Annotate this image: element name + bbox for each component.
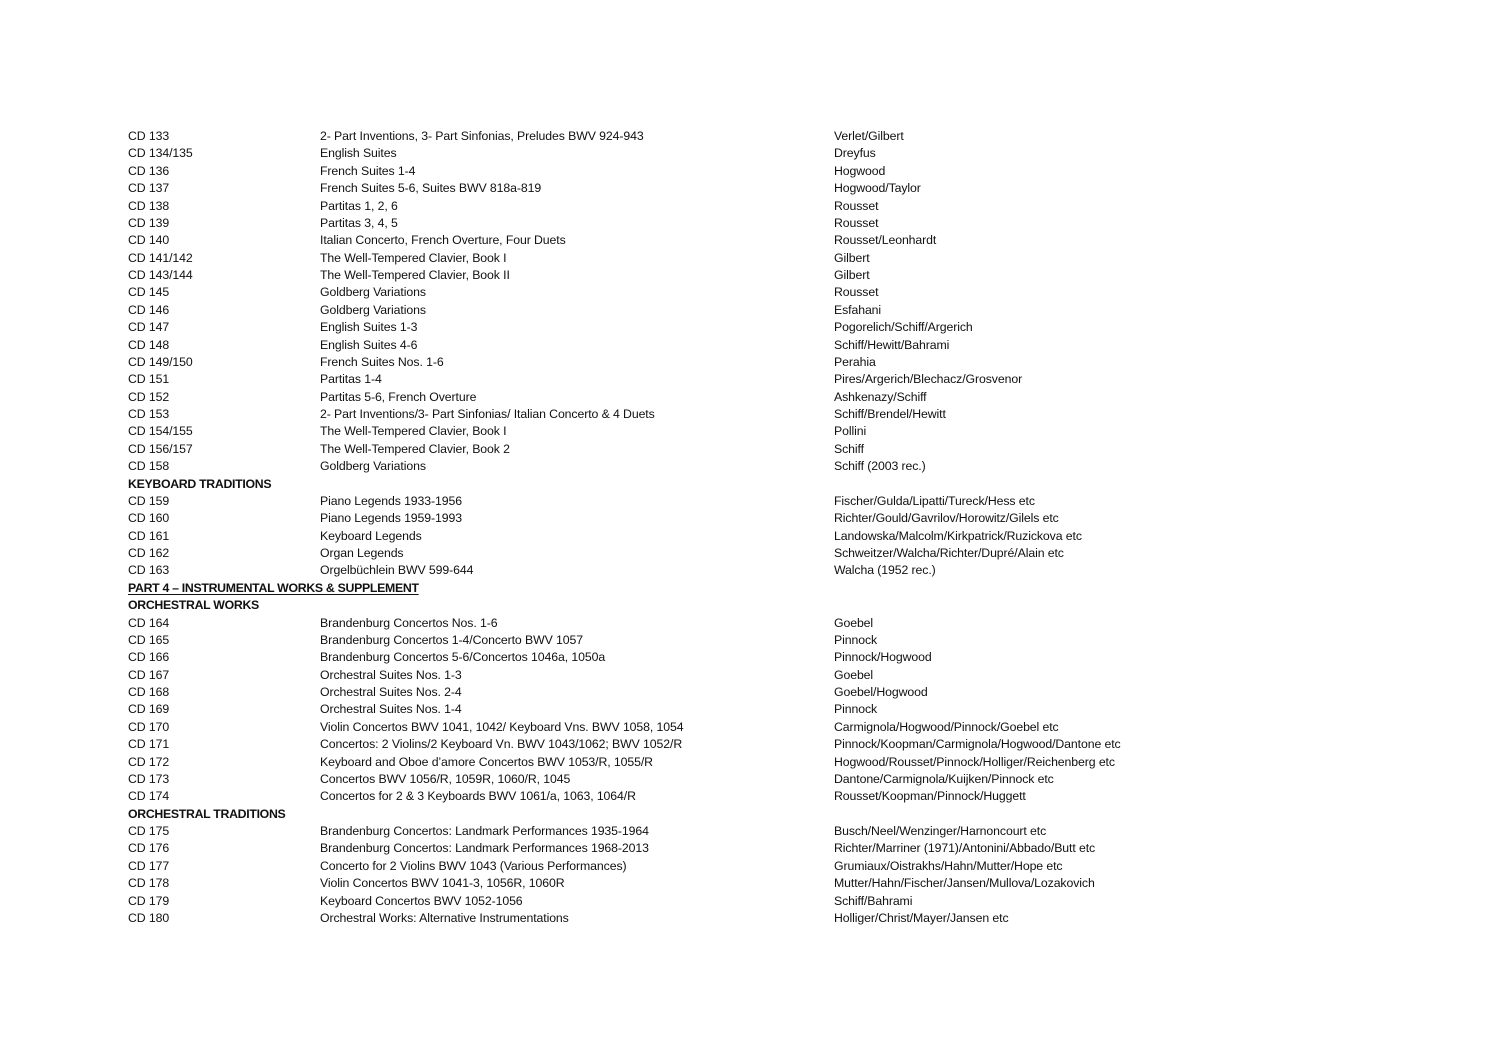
list-item: [128, 337, 1368, 354]
work-title: French Suites 1-4: [320, 163, 416, 178]
list-item: [128, 858, 1368, 875]
performer-names: Fischer/Gulda/Lipatti/Tureck/Hess etc: [834, 493, 1035, 508]
work-title: English Suites: [320, 146, 397, 161]
cd-track-listing: [128, 128, 1368, 927]
list-item: [128, 284, 1368, 301]
cd-number: CD 134/135: [128, 146, 193, 161]
cd-number: CD 162: [128, 546, 170, 560]
performer-names: Verlet/Gilbert: [834, 129, 904, 143]
work-title: Partitas 1-4: [320, 372, 382, 387]
cd-number: CD 145: [128, 285, 170, 300]
work-title: Brandenburg Concertos: Landmark Performances 1935-1964: [320, 824, 649, 838]
performer-names: Pires/Argerich/Blechacz/Grosvenor: [834, 372, 1023, 387]
work-title: Concertos BWV 1056/R, 1059R, 1060/R, 1045: [320, 771, 571, 786]
performer-names: Hogwood: [834, 163, 886, 178]
work-title: Goldberg Variations: [320, 459, 426, 474]
work-title: Orgelbüchlein BWV 599-644: [320, 563, 474, 578]
performer-names: Pollini: [834, 424, 867, 439]
work-title: English Suites 1-3: [320, 320, 418, 335]
performer-names: Walcha (1952 rec.): [834, 563, 936, 578]
cd-number: CD 166: [128, 650, 170, 665]
performer-names: Pinnock/Koopman/Carmignola/Hogwood/Dantone etc: [834, 737, 1121, 752]
performer-names: Dreyfus: [834, 146, 876, 161]
cd-number: CD 164: [128, 615, 170, 630]
performer-names: Schiff/Bahrami: [834, 893, 913, 908]
section-heading: KEYBOARD TRADITIONS: [128, 476, 272, 491]
performer-names: Schiff/Brendel/Hewitt: [834, 407, 946, 421]
cd-number: CD 161: [128, 528, 170, 543]
performer-names: Gilbert: [834, 250, 870, 265]
work-title: French Suites Nos. 1-6: [320, 354, 444, 369]
cd-number: CD 173: [128, 771, 170, 786]
performer-names: Carmignola/Hogwood/Pinnock/Goebel etc: [834, 719, 1059, 734]
list-item: [128, 319, 1368, 336]
list-item: [128, 667, 1368, 684]
list-item: [128, 354, 1368, 371]
work-title: Partitas 3, 4, 5: [320, 215, 398, 230]
cd-number: CD 171: [128, 737, 170, 752]
work-title: Keyboard and Oboe d’amore Concertos BWV 1053/R, 1055/R: [320, 754, 653, 769]
work-title: French Suites 5-6, Suites BWV 818a-819: [320, 181, 542, 196]
list-item: [128, 910, 1368, 927]
cd-number: CD 165: [128, 632, 170, 647]
performer-names: Gilbert: [834, 268, 870, 282]
work-title: Brandenburg Concertos 1-4/Concerto BWV 1057: [320, 632, 583, 647]
performer-names: Landowska/Malcolm/Kirkpatrick/Ruzickova etc: [834, 528, 1082, 543]
cd-number: CD 154/155: [128, 424, 193, 439]
list-item: [128, 754, 1368, 771]
cd-number: CD 174: [128, 789, 170, 804]
work-title: Orchestral Suites Nos. 1-3: [320, 667, 462, 682]
cd-number: CD 160: [128, 511, 170, 526]
cd-number: CD 168: [128, 685, 170, 699]
list-item: [128, 163, 1368, 180]
work-title: Violin Concertos BWV 1041-3, 1056R, 1060R: [320, 876, 565, 891]
cd-number: CD 138: [128, 198, 170, 213]
list-item: [128, 528, 1368, 545]
cd-number: CD 141/142: [128, 250, 193, 265]
list-item: [128, 701, 1368, 718]
work-title: Concertos: 2 Violins/2 Keyboard Vn. BWV 1043/1062; BWV 1052/R: [320, 737, 683, 752]
cd-number: CD 147: [128, 320, 170, 335]
work-title: The Well-Tempered Clavier, Book I: [320, 250, 507, 265]
list-item: [128, 232, 1368, 249]
cd-number: CD 177: [128, 858, 170, 873]
performer-names: Dantone/Carmignola/Kuijken/Pinnock etc: [834, 771, 1054, 786]
work-title: Orchestral Suites Nos. 1-4: [320, 702, 462, 717]
work-title: Keyboard Concertos BWV 1052-1056: [320, 893, 523, 908]
cd-number: CD 170: [128, 719, 170, 734]
work-title: Piano Legends 1933-1956: [320, 493, 462, 508]
work-title: Piano Legends 1959-1993: [320, 511, 462, 526]
cd-number: CD 148: [128, 337, 170, 352]
list-item: [128, 441, 1368, 458]
section-heading: ORCHESTRAL TRADITIONS: [128, 806, 286, 821]
work-title: English Suites 4-6: [320, 337, 418, 352]
list-item: [128, 145, 1368, 162]
performer-names: Pinnock/Hogwood: [834, 650, 932, 665]
work-title: The Well-Tempered Clavier, Book 2: [320, 441, 510, 456]
work-title: Concerto for 2 Violins BWV 1043 (Various Performances): [320, 858, 627, 873]
work-title: Organ Legends: [320, 546, 404, 560]
performer-names: Schweitzer/Walcha/Richter/Dupré/Alain etc: [834, 546, 1064, 560]
cd-number: CD 152: [128, 389, 170, 404]
performer-names: Hogwood/Taylor: [834, 181, 921, 196]
list-item: [128, 788, 1368, 805]
performer-names: Busch/Neel/Wenzinger/Harnoncourt etc: [834, 824, 1047, 838]
list-item: [128, 840, 1368, 857]
work-title: Italian Concerto, French Overture, Four Duets: [320, 233, 566, 248]
performer-names: Mutter/Hahn/Fischer/Jansen/Mullova/Lozakovich: [834, 876, 1095, 891]
cd-number: CD 140: [128, 233, 170, 248]
list-item: [128, 893, 1368, 910]
list-item: [128, 389, 1368, 406]
performer-names: Rousset: [834, 285, 879, 300]
list-item: [128, 423, 1368, 440]
work-title: Brandenburg Concertos 5-6/Concertos 1046a, 1050a: [320, 650, 606, 665]
work-title: Keyboard Legends: [320, 528, 422, 543]
cd-number: CD 179: [128, 893, 170, 908]
part-heading: PART 4 – INSTRUMENTAL WORKS & SUPPLEMENT: [128, 580, 419, 595]
list-item: [128, 823, 1368, 840]
list-item: [128, 632, 1368, 649]
list-item: [128, 128, 1368, 145]
performer-names: Richter/Gould/Gavrilov/Horowitz/Gilels etc: [834, 511, 1059, 526]
list-item: [128, 771, 1368, 788]
list-item: [128, 719, 1368, 736]
cd-number: CD 133: [128, 129, 170, 143]
work-title: Goldberg Variations: [320, 302, 426, 317]
performer-names: Pogorelich/Schiff/Argerich: [834, 320, 973, 335]
cd-number: CD 151: [128, 372, 170, 387]
list-item: [128, 198, 1368, 215]
work-title: The Well-Tempered Clavier, Book II: [320, 268, 510, 282]
work-title: 2- Part Inventions/3- Part Sinfonias/ Italian Concerto & 4 Duets: [320, 407, 655, 421]
list-item: [128, 250, 1368, 267]
list-item: [128, 562, 1368, 579]
performer-names: Schiff/Hewitt/Bahrami: [834, 337, 950, 352]
performer-names: Goebel/Hogwood: [834, 685, 928, 699]
cd-number: CD 139: [128, 215, 170, 230]
performer-names: Goebel: [834, 667, 874, 682]
performer-names: Pinnock: [834, 632, 878, 647]
list-item: [128, 267, 1368, 284]
performer-names: Esfahani: [834, 302, 882, 317]
performer-names: Rousset/Leonhardt: [834, 233, 937, 248]
section-heading: ORCHESTRAL WORKS: [128, 598, 259, 613]
cd-number: CD 158: [128, 459, 170, 474]
list-item: [128, 180, 1368, 197]
work-title: 2- Part Inventions, 3- Part Sinfonias, Preludes BWV 924-943: [320, 129, 644, 143]
cd-number: CD 163: [128, 563, 170, 578]
cd-number: CD 136: [128, 163, 170, 178]
work-title: Partitas 1, 2, 6: [320, 198, 398, 213]
cd-number: CD 176: [128, 841, 170, 856]
performer-names: Pinnock: [834, 702, 878, 717]
cd-number: CD 159: [128, 493, 170, 508]
cd-number: CD 149/150: [128, 354, 193, 369]
cd-number: CD 178: [128, 876, 170, 891]
list-item: [128, 510, 1368, 527]
performer-names: Richter/Marriner (1971)/Antonini/Abbado/Butt etc: [834, 841, 1096, 856]
work-title: The Well-Tempered Clavier, Book I: [320, 424, 507, 439]
work-title: Orchestral Works: Alternative Instrumentations: [320, 910, 569, 925]
cd-number: CD 175: [128, 824, 170, 838]
performer-names: Rousset/Koopman/Pinnock/Huggett: [834, 789, 1026, 804]
cd-number: CD 153: [128, 407, 170, 421]
performer-names: Rousset: [834, 198, 879, 213]
cd-number: CD 156/157: [128, 441, 193, 456]
cd-number: CD 137: [128, 181, 170, 196]
list-item: [128, 615, 1368, 632]
work-title: Partitas 5-6, French Overture: [320, 389, 477, 404]
performer-names: Grumiaux/Oistrakhs/Hahn/Mutter/Hope etc: [834, 858, 1063, 873]
list-item: [128, 545, 1368, 562]
cd-number: CD 146: [128, 302, 170, 317]
cd-number: CD 169: [128, 702, 170, 717]
performer-names: Schiff (2003 rec.): [834, 459, 926, 474]
list-item: [128, 649, 1368, 666]
cd-number: CD 143/144: [128, 268, 193, 282]
list-item: [128, 371, 1368, 388]
cd-number: CD 167: [128, 667, 170, 682]
performer-names: Rousset: [834, 215, 879, 230]
list-item: [128, 684, 1368, 701]
performer-names: Holliger/Christ/Mayer/Jansen etc: [834, 910, 1009, 925]
performer-names: Schiff: [834, 441, 864, 456]
list-item: [128, 875, 1368, 892]
work-title: Goldberg Variations: [320, 285, 426, 300]
list-item: [128, 406, 1368, 423]
performer-names: Perahia: [834, 354, 876, 369]
performer-names: Ashkenazy/Schiff: [834, 389, 927, 404]
work-title: Violin Concertos BWV 1041, 1042/ Keyboard Vns. BWV 1058, 1054: [320, 719, 684, 734]
performer-names: Hogwood/Rousset/Pinnock/Holliger/Reichenberg etc: [834, 754, 1115, 769]
cd-number: CD 172: [128, 754, 170, 769]
list-item: [128, 215, 1368, 232]
work-title: Concertos for 2 & 3 Keyboards BWV 1061/a, 1063, 1064/R: [320, 789, 636, 804]
work-title: Brandenburg Concertos: Landmark Performances 1968-2013: [320, 841, 649, 856]
work-title: Brandenburg Concertos Nos. 1-6: [320, 615, 498, 630]
work-title: Orchestral Suites Nos. 2-4: [320, 685, 462, 699]
list-item: [128, 493, 1368, 510]
cd-number: CD 180: [128, 910, 170, 925]
list-item: [128, 736, 1368, 753]
performer-names: Goebel: [834, 615, 874, 630]
list-item: [128, 302, 1368, 319]
list-item: [128, 458, 1368, 475]
